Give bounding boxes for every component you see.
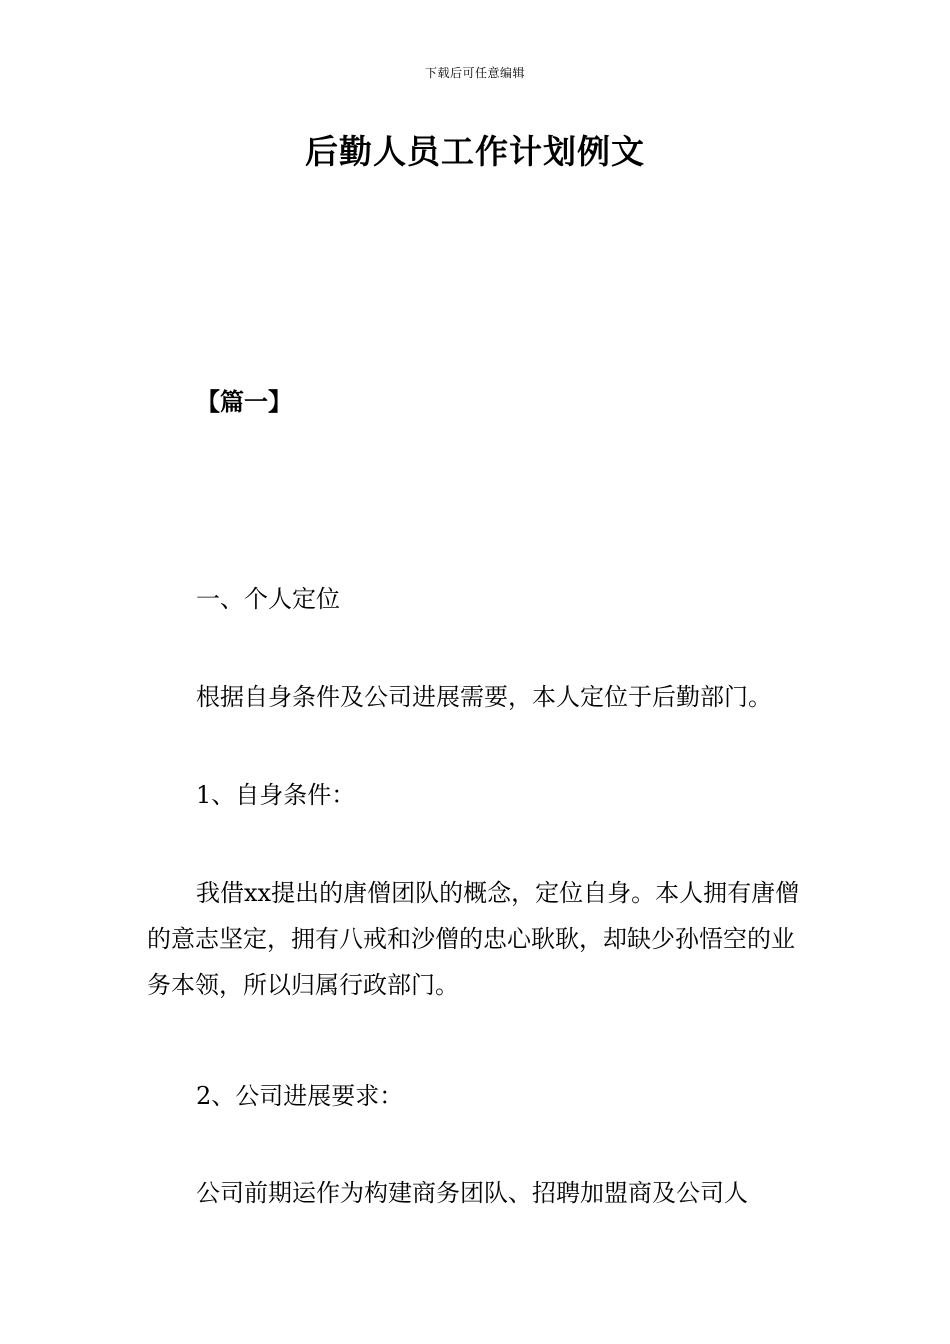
paragraph-own-conditions: 我借xx提出的唐僧团队的概念，定位自身。本人拥有唐僧的意志坚定，拥有八戒和沙僧的忠心耿耿，却缺少孙悟空的业务本领，所以归属行政部门。 xyxy=(147,879,800,999)
paragraph-intro: 根据自身条件及公司进展需要，本人定位于后勤部门。 xyxy=(196,683,772,711)
paragraph-company-requirements: 公司前期运作为构建商务团队、招聘加盟商及公司人 xyxy=(196,1179,748,1207)
header-note: 下载后可任意编辑 xyxy=(424,66,525,80)
heading-personal-positioning: 一、个人定位 xyxy=(196,585,340,613)
section-label: 【篇一】 xyxy=(196,387,292,416)
heading-company-requirements: 2、公司进展要求： xyxy=(196,1082,404,1110)
document-title: 后勤人员工作计划例文 xyxy=(305,132,645,171)
heading-own-conditions: 1、自身条件： xyxy=(196,781,356,809)
